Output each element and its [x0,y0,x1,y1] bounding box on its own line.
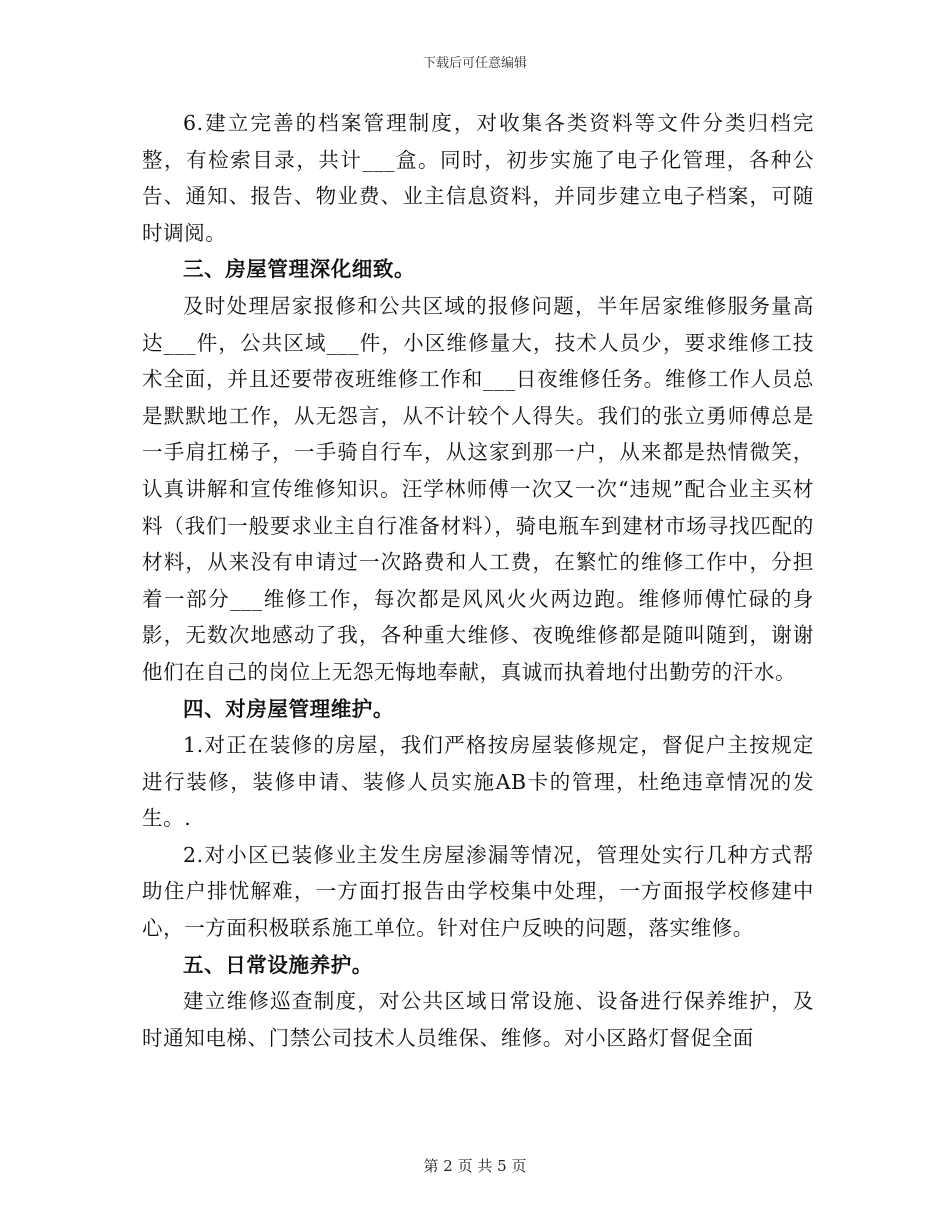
paragraph-repair-service: 及时处理居家报修和公共区域的报修问题，半年居家维修服务量高达___件，公共区域___件，小区维修量大，技术人员少，要求维修工技术全面，并且还要带夜班维修工作和___日夜维修任务。维修工作人员总是默默地工作，从无怨言，从不计较个人得失。我们的张立勇师傅总是一手肩扛梯子，一手骑自行车，从这家到那一户，从来都是热情微笑，认真讲解和宣传维修知识。汪学林师傅一次又一次“违规”配合业主买材料（我们一般要求业主自行准备材料），骑电瓶车到建材市场寻找匹配的材料，从来没有申请过一次路费和人工费，在繁忙的维修工作中，分担着一部分___维修工作，每次都是风风火火两边跑。维修师傅忙碌的身影，无数次地感动了我，各种重大维修、夜晚维修都是随叫随到，谢谢他们在自己的岗位上无怨无悔地奉献，真诚而执着地付出勤劳的汗水。 [142,293,814,684]
page-header: 下载后可任意编辑 [422,56,527,71]
paragraph-patrol-system: 建立维修巡查制度，对公共区域日常设施、设备进行保养维护，及时通知电梯、门禁公司技术人员维保、维修。对小区路灯督促全面 [142,989,814,1050]
paragraph-leak-handling: 2.对小区已装修业主发生房屋渗漏等情况，管理处实行几种方式帮助住户排忧解难，一方面打报告由学校集中处理，一方面报学校修建中心，一方面积极联系施工单位。针对住户反映的问题，落实维修。 [142,842,814,941]
section-heading-housing-management: 三、房屋管理深化细致。 [183,257,416,282]
section-heading-housing-maintenance: 四、对房屋管理维护。 [183,696,394,721]
page-number: 第 2 页 共 5 页 [423,1157,527,1175]
paragraph-archive-management: 6.建立完善的档案管理制度，对收集各类资料等文件分类归档完整，有检索目录，共计___盒。同时，初步实施了电子化管理，各种公告、通知、报告、物业费、业主信息资料，并同步建立电子档案，可随时调阅。 [142,111,814,245]
section-heading-facility-upkeep: 五、日常设施养护。 [183,952,373,977]
paragraph-renovation-rules: 1.对正在装修的房屋，我们严格按房屋装修规定，督促户主按规定进行装修，装修申请、装修人员实施AB卡的管理，杜绝违章情况的发生。. [142,733,814,831]
document-body [142,105,814,1056]
